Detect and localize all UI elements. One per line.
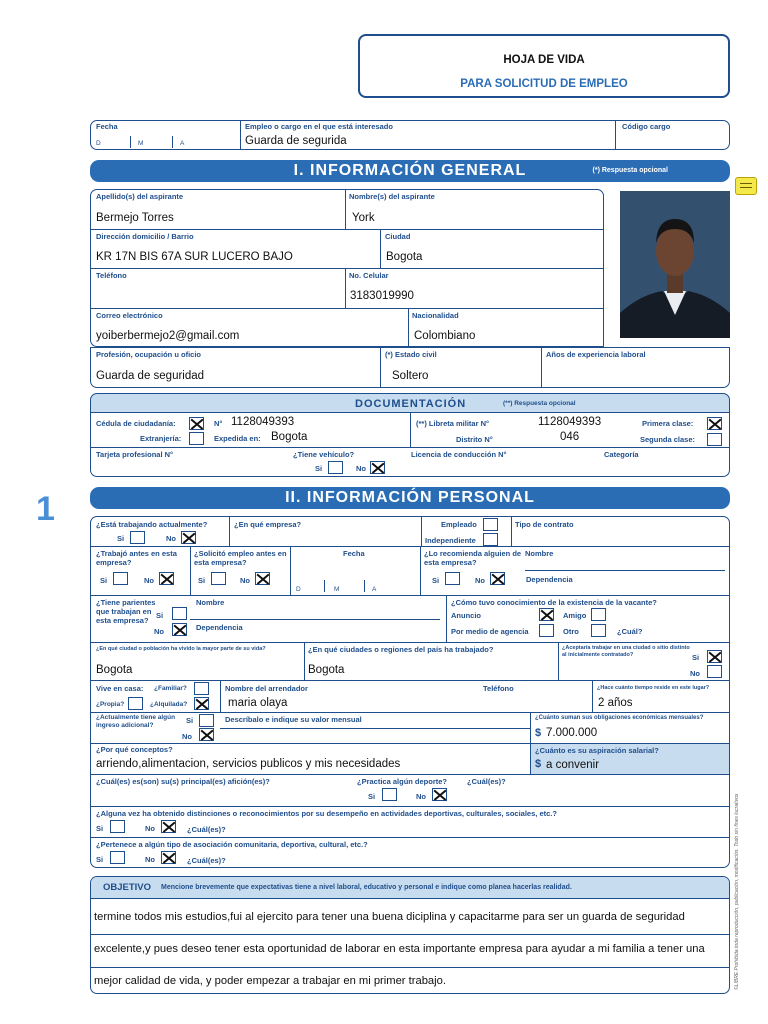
ciudad-vivido-label: ¿En qué ciudad o población ha vivido la mayor parte de su vida? [96, 646, 266, 652]
optional-note: (*) Respuesta opcional [592, 167, 668, 174]
profesion-value[interactable]: Guarda de seguridad [96, 370, 205, 382]
categoria-label: Categoría [604, 450, 639, 459]
empleo-value[interactable]: Guarda de segurida [245, 135, 347, 147]
anuncio-checkbox[interactable] [539, 608, 554, 621]
libreta-label: (**) Libreta militar N° [416, 419, 490, 428]
independiente-label: Independiente [425, 536, 476, 545]
recomienda-label: ¿Lo recomienda alguien de esta empresa? [424, 549, 522, 567]
asociacion-label: ¿Pertenece a algún tipo de asociación comunitaria, deportiva, cultural, etc.? [96, 840, 368, 849]
ingreso-label: ¿Actualmente tiene algún ingreso adicional? [96, 714, 176, 729]
trabajo-antes-no-checkbox[interactable] [159, 572, 174, 585]
vehiculo-label: ¿Tiene vehículo? [293, 450, 355, 459]
empleado-checkbox[interactable] [483, 518, 498, 531]
aficiones-label: ¿Cuál(es) es(son) su(s) principal(es) afición(es)? [96, 777, 270, 786]
conceptos-label: ¿Por qué conceptos? [96, 745, 173, 754]
celular-value[interactable]: 3183019990 [350, 290, 414, 302]
alquilada-checkbox[interactable] [194, 697, 209, 710]
asociacion-no-checkbox[interactable] [161, 851, 176, 864]
ingreso-no-label: No [182, 732, 192, 741]
solicito-si-checkbox[interactable] [211, 572, 226, 585]
anuncio-label: Anuncio [451, 611, 481, 620]
parientes-no-label: No [154, 627, 164, 636]
tarjeta-label: Tarjeta profesional N° [96, 450, 174, 459]
amigo-checkbox[interactable] [591, 608, 606, 621]
ciudades-trabajado-value[interactable]: Bogota [308, 664, 345, 676]
deporte-no-checkbox[interactable] [432, 788, 447, 801]
independiente-checkbox[interactable] [483, 533, 498, 546]
extranjeria-checkbox[interactable] [189, 432, 204, 445]
asociacion-si-label: Si [96, 855, 104, 864]
familiar-checkbox[interactable] [194, 682, 209, 695]
aceptaria-no-checkbox[interactable] [707, 665, 722, 678]
documentacion-note: (**) Respuesta opcional [503, 400, 576, 407]
section-personal-banner [90, 487, 730, 509]
ciudad-label: Ciudad [385, 232, 411, 241]
obligaciones-label: ¿Cuánto suman sus obligaciones económicas mensuales? [535, 715, 704, 721]
asociacion-no-label: No [145, 855, 155, 864]
libreta-value[interactable]: 1128049393 [538, 416, 602, 428]
licencia-label: Licencia de conducción N° [411, 450, 507, 459]
propia-checkbox[interactable] [128, 697, 143, 710]
alquilada-label: ¿Alquilada? [150, 701, 188, 708]
fecha-a: A [180, 140, 185, 147]
agencia-label: Por medio de agencia [451, 627, 529, 636]
ciudad-vivido-value[interactable]: Bogota [96, 664, 133, 676]
section-personal-title: II. INFORMACIÓN PERSONAL [285, 489, 535, 506]
side-page-number: 1 [36, 490, 55, 528]
parientes-si-checkbox[interactable] [172, 607, 187, 620]
deporte-si-checkbox[interactable] [382, 788, 397, 801]
celular-label: No. Celular [349, 271, 389, 280]
recomienda-no-checkbox[interactable] [490, 572, 505, 585]
side-copyright: ©LIBRE Prohibida toda reproducción, publicación, modificación. Todo sin fines lucrativos [734, 793, 740, 990]
empleado-label: Empleado [441, 520, 477, 529]
applicant-portrait-svg [620, 191, 730, 338]
solicito-no-checkbox[interactable] [255, 572, 270, 585]
obligaciones-value[interactable]: 7.000.000 [546, 727, 598, 739]
tiempo-label: ¿Hace cuánto tiempo reside en este lugar? [597, 685, 710, 691]
recomienda-si-checkbox[interactable] [445, 572, 460, 585]
segunda-clase-label: Segunda clase: [640, 435, 696, 444]
ingreso-no-checkbox[interactable] [199, 728, 214, 741]
estado-civil-label: (*) Estado civil [385, 350, 437, 359]
deporte-si-label: Si [368, 792, 376, 801]
solicito-no-label: No [240, 576, 250, 585]
direccion-label: Dirección domicilio / Barrio [96, 232, 194, 241]
parientes-nombre-label: Nombre [196, 598, 225, 607]
nombres-label: Nombre(s) del aspirante [349, 192, 435, 201]
distinciones-label: ¿Alguna vez ha obtenido distinciones o reconocimientos por su desempeño en actividades deportivas, culturales, sociales, etc.? [96, 809, 557, 818]
codigo-cargo-label: Código cargo [622, 122, 671, 131]
parientes-si-label: Si [156, 611, 164, 620]
solicito-si-label: Si [198, 576, 206, 585]
segunda-clase-checkbox[interactable] [707, 433, 722, 446]
primera-clase-checkbox[interactable] [707, 417, 722, 430]
comment-note-icon[interactable] [735, 177, 757, 195]
correo-value[interactable]: yoiberbermejo2@gmail.com [96, 330, 240, 342]
distrito-value[interactable]: 046 [560, 431, 580, 443]
solicito-label: ¿Solicitó empleo antes en esta empresa? [194, 549, 287, 567]
documentacion-header [90, 393, 730, 413]
expedida-label: Expedida en: [214, 434, 261, 443]
cedula-value[interactable]: 1128049393 [231, 416, 295, 428]
distinciones-no-checkbox[interactable] [161, 820, 176, 833]
trabajo-antes-label: ¿Trabajó antes en esta empresa? [96, 549, 177, 567]
correo-label: Correo electrónico [96, 311, 163, 320]
header-box [358, 34, 730, 98]
parientes-label: ¿Tiene parientes que trabajan en esta empresa? [96, 598, 156, 625]
arrendador-telefono-label: Teléfono [483, 684, 514, 693]
conocimiento-label: ¿Cómo tuvo conocimiento de la existencia de la vacante? [451, 598, 657, 607]
deporte-no-label: No [416, 792, 426, 801]
trabajo-antes-si-label: Si [100, 576, 108, 585]
trabajo-antes-no-label: No [144, 576, 154, 585]
vehiculo-si-checkbox[interactable] [328, 461, 343, 474]
obligaciones-currency: $ [535, 727, 542, 739]
recomienda-dependencia-label: Dependencia [526, 575, 573, 584]
distinciones-si-label: Si [96, 824, 104, 833]
ciudad-value[interactable]: Bogota [386, 251, 423, 263]
otro-label: Otro [563, 627, 579, 636]
fecha-d: D [96, 140, 101, 147]
objetivo-line-2[interactable]: excelente,y pues deseo tener esta oportunidad de laborar en esta importante empresa para ayudar a mi familia a tener una [94, 943, 705, 955]
recomienda-si-label: Si [432, 576, 440, 585]
solicito-fecha-d: D [296, 586, 301, 593]
aspiracion-value[interactable]: a convenir [546, 759, 600, 771]
empleo-label: Empleo o cargo en el que está interesado [245, 122, 393, 131]
trabajo-antes-si-checkbox[interactable] [113, 572, 128, 585]
aceptaria-si-label: Si [692, 653, 700, 662]
vive-label: Vive en casa: [96, 684, 144, 693]
recomienda-nombre-label: Nombre [525, 549, 554, 558]
familiar-label: ¿Familiar? [154, 685, 187, 692]
recomienda-no-label: No [475, 576, 485, 585]
deporte-cuales-label: ¿Cuál(es)? [467, 777, 506, 786]
vehiculo-no-checkbox[interactable] [370, 461, 385, 474]
tiempo-value[interactable]: 2 años [598, 697, 633, 709]
extranjeria-label: Extranjería: [140, 434, 182, 443]
vehiculo-no-label: No [356, 464, 366, 473]
describalo-label: Descríbalo e indique su valor mensual [225, 715, 362, 724]
section-general-banner [90, 160, 730, 182]
distinciones-cuales-label: ¿Cuál(es)? [187, 825, 226, 834]
empresa-label: ¿En qué empresa? [234, 520, 302, 529]
distinciones-si-checkbox[interactable] [110, 820, 125, 833]
documentacion-title: DOCUMENTACIÓN [355, 398, 467, 410]
nacionalidad-label: Nacionalidad [412, 311, 459, 320]
asociacion-si-checkbox[interactable] [110, 851, 125, 864]
agencia-checkbox[interactable] [539, 624, 554, 637]
objetivo-line-1[interactable]: termine todos mis estudios,fui al ejercito para tener una buena diciplina y capacitarme para ser un guarda de seguridad [94, 911, 685, 923]
cedula-no-label: N° [214, 419, 223, 428]
primera-clase-label: Primera clase: [642, 419, 694, 428]
telefono-label: Teléfono [96, 271, 127, 280]
otro-cual-label: ¿Cuál? [617, 627, 643, 636]
propia-label: ¿Propia? [96, 701, 125, 708]
fecha-label: Fecha [96, 122, 118, 131]
nacionalidad-value[interactable]: Colombiano [414, 330, 476, 342]
ingreso-si-label: Si [186, 716, 194, 725]
amigo-label: Amigo [563, 611, 587, 620]
trabajando-no-label: No [166, 534, 176, 543]
expedida-value[interactable]: Bogota [271, 431, 308, 443]
objetivo-title: OBJETIVO [103, 882, 152, 893]
vehiculo-si-label: Si [315, 464, 323, 473]
trabajando-si-checkbox[interactable] [130, 531, 145, 544]
profesion-label: Profesión, ocupación u oficio [96, 350, 202, 359]
distrito-label: Distrito N° [456, 435, 493, 444]
parientes-dependencia-label: Dependencia [196, 623, 243, 632]
distinciones-no-label: No [145, 824, 155, 833]
aceptaria-si-checkbox[interactable] [707, 650, 722, 663]
arrendador-value[interactable]: maria olaya [228, 697, 288, 709]
objetivo-header [91, 877, 729, 899]
experiencia-label: Años de experiencia laboral [546, 350, 646, 359]
ciudades-trabajado-label: ¿En qué ciudades o regiones del país ha trabajado? [308, 645, 494, 654]
trabajando-si-label: Si [117, 534, 125, 543]
arrendador-label: Nombre del arrendador [225, 684, 308, 693]
cedula-label: Cédula de ciudadanía: [96, 419, 176, 428]
estado-civil-value[interactable]: Soltero [392, 370, 429, 382]
header-subtitle: PARA SOLICITUD DE EMPLEO [460, 78, 628, 90]
otro-checkbox[interactable] [591, 624, 606, 637]
apellidos-label: Apellido(s) del aspirante [96, 192, 184, 201]
trabajando-no-checkbox[interactable] [181, 531, 196, 544]
aceptaria-label: ¿Aceptaría trabajar en una ciudad o sitio distinto al inicialmente contratado? [562, 645, 690, 658]
objetivo-line-3[interactable]: mejor calidad de vida, y poder empezar a trabajar en mi primer trabajo. [94, 975, 446, 987]
contrato-label: Tipo de contrato [515, 520, 574, 529]
asociacion-cuales-label: ¿Cuál(es)? [187, 856, 226, 865]
conceptos-value[interactable]: arriendo,alimentacion, servicios publicos y mis necesidades [96, 758, 401, 770]
deporte-label: ¿Practica algún deporte? [357, 777, 448, 786]
section-general-title: I. INFORMACIÓN GENERAL [293, 162, 527, 179]
fecha-m: M [138, 140, 144, 147]
ingreso-si-checkbox[interactable] [199, 714, 214, 727]
aspiracion-currency: $ [535, 758, 542, 770]
trabajando-label: ¿Está trabajando actualmente? [96, 520, 208, 529]
solicito-fecha-m: M [334, 586, 340, 593]
applicant-photo [620, 191, 730, 338]
solicito-fecha-label: Fecha [343, 549, 365, 558]
apellidos-value[interactable]: Bermejo Torres [96, 212, 174, 224]
direccion-value[interactable]: KR 17N BIS 67A SUR LUCERO BAJO [96, 251, 293, 263]
aceptaria-no-label: No [690, 669, 700, 678]
header-title: HOJA DE VIDA [503, 54, 585, 66]
solicito-fecha-a: A [372, 586, 377, 593]
parientes-no-checkbox[interactable] [172, 623, 187, 636]
cedula-checkbox[interactable] [189, 417, 204, 430]
aspiracion-label: ¿Cuánto es su aspiración salarial? [535, 746, 659, 755]
objetivo-prompt: Mencione brevemente que expectativas tiene a nivel laboral, educativo y personal e indique como planea hacerlas realidad. [161, 884, 572, 891]
nombres-value[interactable]: York [352, 212, 375, 224]
